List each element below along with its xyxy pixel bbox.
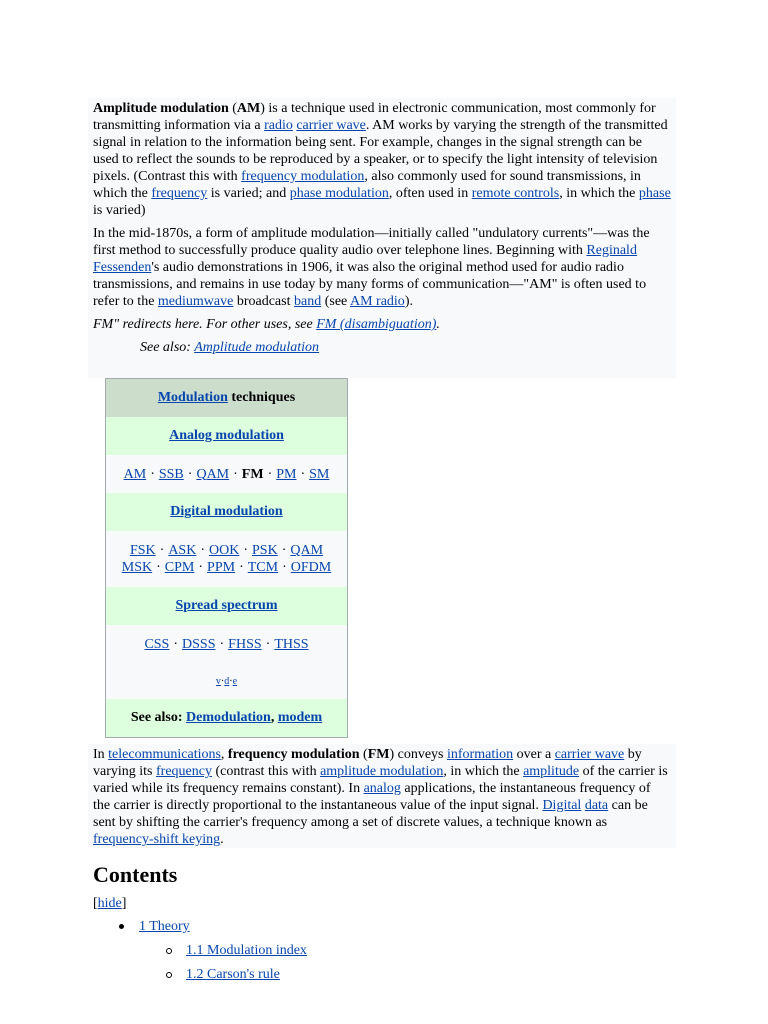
bold-term: frequency modulation	[227, 747, 360, 762]
inline-link[interactable]: data	[584, 798, 609, 813]
navbox-group-list	[106, 455, 347, 493]
text-run: (see	[321, 294, 350, 309]
navbox-group-heading	[106, 587, 347, 625]
intro-section	[88, 98, 676, 378]
inline-link[interactable]: carrier wave	[296, 118, 366, 133]
list-separator: ·	[233, 466, 238, 482]
text-run: by varying its	[93, 747, 642, 779]
inline-link[interactable]: phase modulation	[289, 186, 389, 201]
modulation-item-link[interactable]: SM	[309, 466, 330, 482]
navbox-row	[106, 559, 347, 576]
list-separator: ·	[159, 543, 165, 558]
modulation-item-link[interactable]: CPM	[164, 560, 195, 575]
modulation-item-link[interactable]: PPM	[207, 560, 236, 575]
navbox-title	[106, 379, 347, 417]
list-separator: ·	[187, 466, 193, 482]
toc-bracket-close: ]	[121, 896, 127, 911]
fm-paragraph	[93, 746, 671, 848]
text-run: applications, the instantaneous frequency of the carrier is directly proportional to the instantaneous value of the input signal.	[93, 781, 651, 813]
analog-modulation-link[interactable]: Analog modulation	[169, 428, 284, 443]
inline-link[interactable]: radio	[264, 118, 293, 133]
modulation-item-link[interactable]: ASK	[168, 543, 197, 558]
text-run: broadcast	[233, 294, 294, 309]
modulation-item-link[interactable]: OFDM	[290, 560, 332, 575]
text-run: . AM works by varying the strength of the transmitted signal in relation to the information being sent. For example, changes in the signal strength can be used to reflect the sounds to be reproduced by a speaker, or to specify the light intensity of television pixels. (Contrast this with	[93, 118, 668, 184]
navbox-footer-label: See also:	[130, 710, 187, 725]
list-separator: ·	[156, 560, 161, 575]
intro-paragraph-1	[93, 100, 671, 219]
modulation-item-link[interactable]: CSS	[144, 636, 170, 652]
modulation-item-link[interactable]: THSS	[274, 636, 309, 652]
text-run: .	[220, 832, 224, 847]
inline-link[interactable]: frequency	[151, 186, 208, 201]
text-run: In the mid-1870s, a form of amplitude modulation—initially called "undulatory currents"—was the first method to successfully produce quality audio over telephone lines. Beginning with	[93, 226, 650, 258]
modulation-item-link[interactable]: AM	[123, 466, 147, 482]
list-separator: ·	[219, 636, 225, 652]
bold-term: AM	[236, 101, 261, 116]
inline-link[interactable]: frequency	[156, 764, 212, 779]
modulation-item-link[interactable]: TCM	[247, 560, 279, 575]
list-separator: ·	[173, 636, 179, 652]
modulation-item-link[interactable]: SSB	[158, 466, 184, 482]
fm-disambiguation-link[interactable]: FM (disambiguation)	[316, 317, 437, 332]
digital-modulation-link[interactable]: Digital modulation	[170, 504, 283, 519]
inline-link[interactable]: frequency-shift keying	[93, 832, 221, 847]
toc-item-link[interactable]: 1.2 Carson's rule	[186, 967, 280, 982]
navbox-vde	[106, 663, 347, 699]
text-run: of the carrier is varied while its frequency remains constant). In	[93, 764, 668, 796]
modulation-item-link[interactable]: PSK	[252, 543, 278, 558]
inline-link[interactable]: amplitude modulation	[320, 764, 444, 779]
list-separator: ·	[150, 466, 155, 482]
navbox-row	[106, 636, 347, 653]
toc-item-link[interactable]: 1 Theory	[139, 919, 190, 934]
modulation-item-link[interactable]: PM	[276, 466, 297, 482]
text-run: , often used in	[388, 186, 472, 201]
navbox-group-list	[106, 531, 347, 587]
inline-link[interactable]: AM radio	[349, 294, 405, 309]
inline-link[interactable]: carrier wave	[554, 747, 625, 762]
modem-link[interactable]: modem	[277, 710, 323, 725]
vde-separator: ·	[229, 676, 233, 687]
redirect-hatnote	[93, 316, 671, 333]
list-separator: ·	[239, 560, 244, 575]
inline-link[interactable]: frequency modulation	[241, 169, 365, 184]
list-separator: ·	[243, 543, 249, 558]
modulation-item-link[interactable]: QAM	[290, 543, 324, 558]
text-run: (contrast this with	[211, 764, 321, 779]
text-run: is varied)	[93, 203, 146, 218]
vde-edit-link[interactable]: e	[232, 676, 238, 687]
text-run: (	[228, 101, 237, 116]
text-run: ) is a technique used in electronic communication, most commonly for transmitting information via a	[93, 101, 656, 133]
disc-bullet-icon	[119, 924, 124, 929]
inline-link[interactable]: band	[294, 294, 322, 309]
text-run: is varied; and	[207, 186, 290, 201]
circle-bullet-icon	[166, 972, 172, 978]
redirect-end: .	[436, 317, 440, 332]
navbox-group-heading	[106, 493, 347, 531]
navbox-title-rest: techniques	[227, 390, 296, 405]
inline-link[interactable]: telecommunications	[108, 747, 221, 762]
text-run: ) conveys	[389, 747, 447, 762]
list-separator: ·	[281, 543, 287, 558]
text-run: ).	[404, 294, 413, 309]
modulation-item-link[interactable]: DSSS	[182, 636, 216, 652]
inline-link[interactable]: analog	[363, 781, 401, 796]
list-separator: ·	[198, 560, 204, 575]
inline-link[interactable]: remote controls	[471, 186, 560, 201]
modulation-item-link[interactable]: FHSS	[228, 636, 262, 652]
inline-link[interactable]: amplitude	[523, 764, 580, 779]
bold-term: Amplitude modulation	[93, 101, 229, 116]
text-run: In	[93, 747, 109, 762]
spread-spectrum-link[interactable]: Spread spectrum	[175, 598, 278, 613]
inline-link[interactable]: information	[447, 747, 514, 762]
vde-discuss-link[interactable]: d	[224, 676, 230, 687]
footer-separator: ,	[270, 710, 278, 725]
toc-toggle	[93, 895, 126, 912]
toc-item-link[interactable]: 1.1 Modulation index	[186, 943, 307, 958]
navbox-footer	[106, 699, 347, 737]
text-run: , in which the	[559, 186, 639, 201]
text-run: (	[359, 747, 368, 762]
text-run: , in which the	[443, 764, 524, 779]
list-separator: ·	[265, 636, 271, 652]
redirect-text: FM" redirects here. For other uses, see	[93, 317, 317, 332]
bold-term: FM	[367, 747, 390, 762]
text-run: , also commonly used for sound transmissions, in which the	[93, 169, 641, 201]
list-separator: ·	[300, 466, 306, 482]
navbox-groups	[106, 417, 347, 663]
navbox-group-heading	[106, 417, 347, 455]
modulation-link[interactable]: Modulation	[157, 390, 228, 405]
navbox-row	[106, 542, 347, 559]
navbox-group-list	[106, 625, 347, 663]
current-article-item: FM	[241, 466, 264, 482]
see-also-label: See also:	[140, 340, 195, 355]
modulation-item-link[interactable]: FSK	[129, 543, 156, 558]
inline-link[interactable]: Digital	[542, 798, 582, 813]
inline-link[interactable]: Reginald Fessenden	[93, 243, 637, 275]
text-run: can be sent by shifting the carrier's frequency among a set of discrete values, a technique known as	[93, 798, 648, 830]
text-run: 's audio demonstrations in 1906, it was also the original method used for audio radio transmissions, and remains in use today by many forms of communication—"AM" is often used to refer to the	[93, 260, 647, 309]
list-separator: ·	[267, 466, 273, 482]
intro-paragraph-2	[93, 225, 671, 310]
navbox-row	[106, 466, 347, 483]
modulation-item-link[interactable]: MSK	[121, 560, 153, 575]
vde-view-link[interactable]: v	[215, 676, 221, 687]
toc-hide-link[interactable]: hide	[97, 896, 122, 911]
demodulation-link[interactable]: Demodulation	[186, 710, 271, 725]
circle-bullet-icon	[166, 948, 172, 954]
see-also-hatnote	[93, 339, 671, 356]
amplitude-modulation-link[interactable]: Amplitude modulation	[194, 340, 320, 355]
modulation-item-link[interactable]: QAM	[196, 466, 230, 482]
text-run: ,	[220, 747, 228, 762]
text-run: over a	[513, 747, 555, 762]
fm-intro-section	[88, 744, 676, 848]
list-separator: ·	[282, 560, 287, 575]
inline-link[interactable]: phase	[638, 186, 671, 201]
list-separator: ·	[200, 543, 205, 558]
contents-heading: Contents	[93, 862, 178, 887]
vde-separator: ·	[220, 676, 225, 687]
inline-link[interactable]: mediumwave	[157, 294, 234, 309]
modulation-item-link[interactable]: OOK	[209, 543, 240, 558]
toc-bracket-open: [	[93, 896, 98, 911]
modulation-navbox	[105, 378, 348, 738]
